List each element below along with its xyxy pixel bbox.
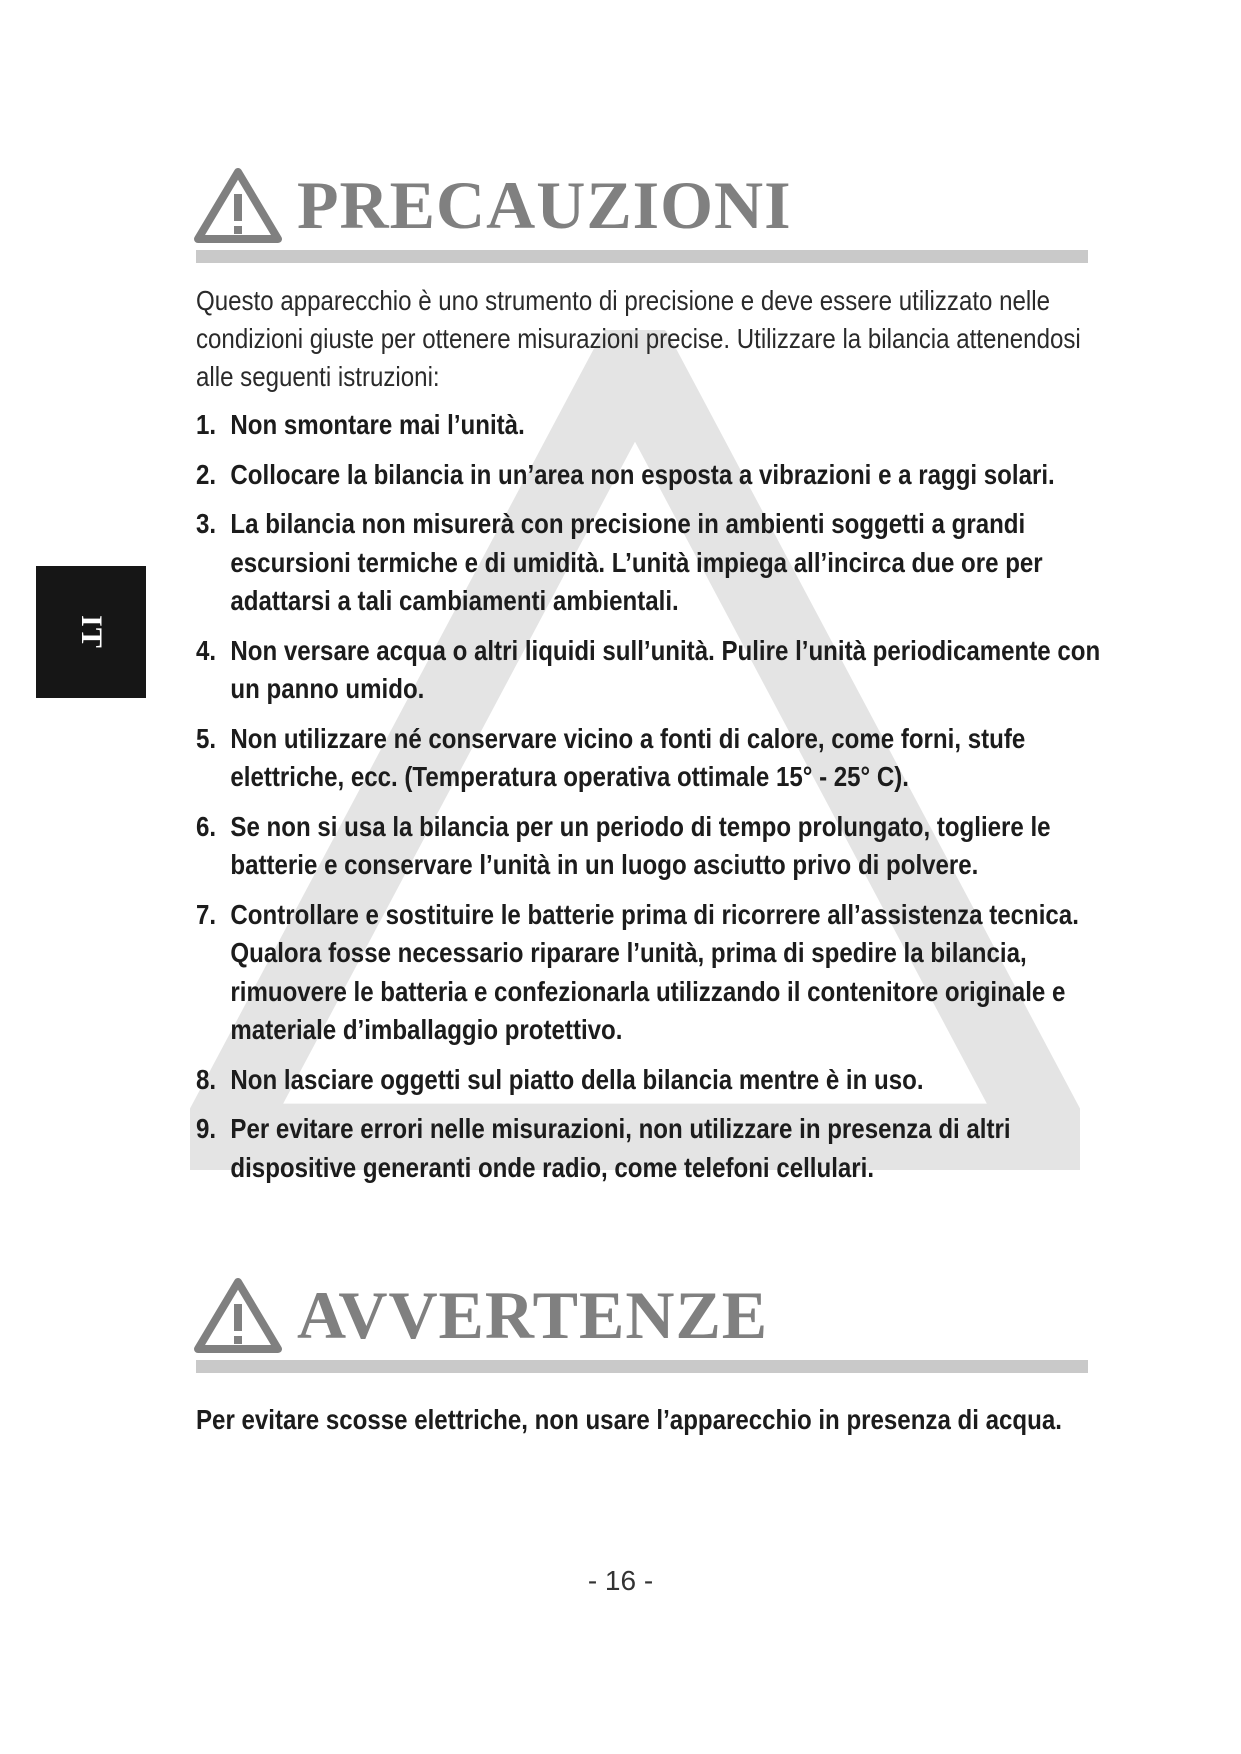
warnings-divider (196, 1360, 1088, 1373)
list-item: 2. Collocare la bilancia in un’area non esposta a vibrazioni e a raggi solari. (196, 458, 1055, 490)
warnings-title: AVVERTENZE (297, 1277, 769, 1353)
list-item: 4. Non versare acqua o altri liquidi sull’unità. Pulire l’unità periodicamente con un panno umido. (196, 634, 1101, 704)
precautions-title: PRECAUZIONI (297, 167, 792, 243)
list-item: 7. Controllare e sostituire le batterie prima di ricorrere all’assistenza tecnica. Qualora fosse necessario riparare l’unità, prima di spedire la bilancia, rimuovere le batteria e confezionarla utilizzando il contenitore originale e materiale d’imballaggio protettivo. (196, 898, 1079, 1045)
list-item: 9. Per evitare errori nelle misurazioni, non utilizzare in presenza di altri dispositive generanti onde radio, come telefoni cellulari. (196, 1113, 1011, 1183)
warnings-heading (193, 1276, 768, 1354)
precautions-intro: Questo apparecchio è uno strumento di precisione e deve essere utilizzato nelle condizioni giuste per ottenere misurazioni precise. Utilizzare la bilancia attenendosi alle seguenti istruzioni: (196, 285, 1081, 392)
list-item: 3. La bilancia non misurerà con precisione in ambienti soggetti a grandi escursioni termiche e di umidità. L’unità impiega all’incirca due ore per adattarsi a tali cambiamenti ambientali. (196, 508, 1043, 616)
warning-icon (193, 166, 283, 244)
list-item: 8. Non lasciare oggetti sul piatto della bilancia mentre è in uso. (196, 1063, 924, 1095)
warning-icon (193, 1276, 283, 1354)
language-tab (36, 566, 146, 698)
language-tab-label: IT (75, 615, 108, 649)
warnings-text: Per evitare scosse elettriche, non usare l’apparecchio in presenza di acqua. (196, 1404, 1062, 1435)
list-item: 5. Non utilizzare né conservare vicino a fonti di calore, come forni, stufe elettriche, ecc. (Temperatura operativa ottimale 15° - 25° C). (196, 722, 1026, 792)
precautions-divider (196, 250, 1088, 263)
precautions-heading (193, 166, 792, 244)
list-item: 1. Non smontare mai l’unità. (196, 409, 525, 440)
page-number: - 16 - (587, 1565, 654, 1596)
list-item: 6. Se non si usa la bilancia per un periodo di tempo prolungato, togliere le batterie e conservare l’unità in un luogo asciutto privo di polvere. (196, 810, 1051, 880)
precautions-list (196, 406, 1133, 1198)
